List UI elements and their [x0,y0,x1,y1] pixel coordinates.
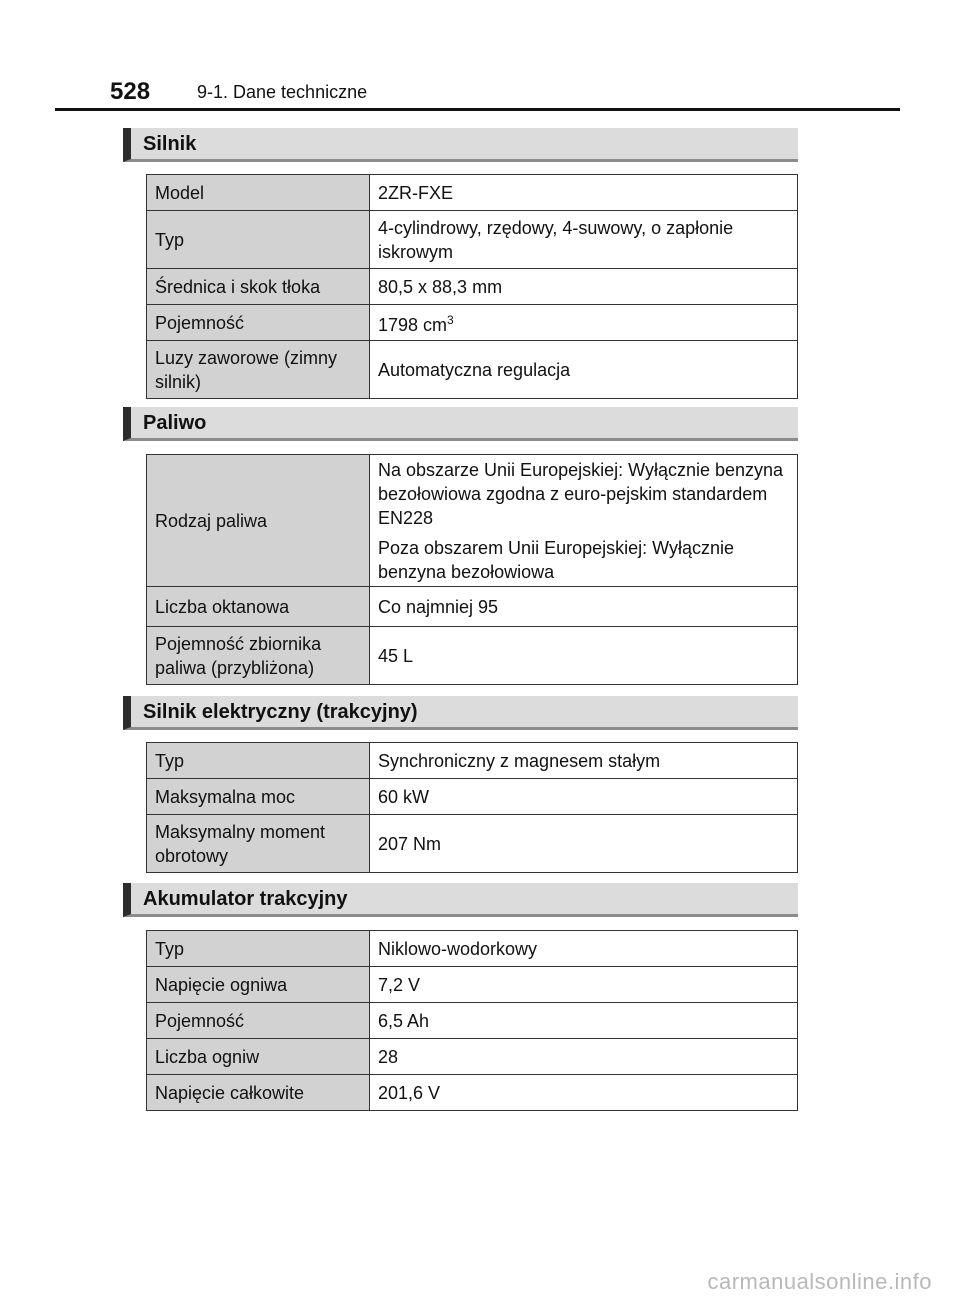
table-row [147,627,798,685]
spec-value: 28 [370,1039,798,1075]
spec-value: 7,2 V [370,967,798,1003]
spec-value: 207 Nm [370,815,798,873]
header-rule [55,108,900,111]
table-row [147,305,798,341]
fuel-eu-text: Na obszarze Unii Europejskiej: Wyłącznie benzyna bezołowiowa zgodna z euro-pejskim standardem EN228 [378,459,784,528]
spec-label: Typ [147,931,370,967]
table-row [147,175,798,211]
spec-label: Pojemność zbiornika paliwa (przybliżona) [147,627,370,685]
page-header [110,78,900,106]
spec-value: 45 L [370,627,798,685]
spec-value: 80,5 x 88,3 mm [370,269,798,305]
spec-label: Liczba ogniw [147,1039,370,1075]
section-header-akumulator [123,883,798,917]
watermark: carmanualsonline.info [707,1269,932,1294]
section-title: Silnik [143,133,197,155]
spec-value [370,455,798,587]
spec-value: 4-cylindrowy, rzędowy, 4-suwowy, o zapłonie iskrowym [370,211,798,269]
table-row [147,931,798,967]
spec-label: Napięcie całkowite [147,1075,370,1111]
spec-table-akumulator [146,930,798,1111]
spec-value: 2ZR-FXE [370,175,798,211]
fuel-non-eu-text: Poza obszarem Unii Europejskiej: Wyłącznie benzyna bezołowiowa [378,537,734,582]
spec-value: 201,6 V [370,1075,798,1111]
spec-value: 60 kW [370,779,798,815]
spec-value: Niklowo-wodorkowy [370,931,798,967]
table-row [147,211,798,269]
table-row [147,1039,798,1075]
table-row [147,743,798,779]
table-row [147,269,798,305]
spec-label: Maksymalna moc [147,779,370,815]
section-title: Akumulator trakcyjny [143,888,348,910]
spec-label: Napięcie ogniwa [147,967,370,1003]
table-row [147,815,798,873]
table-row [147,967,798,1003]
table-row [147,455,798,587]
spec-value: Synchroniczny z magnesem stałym [370,743,798,779]
spec-value [370,305,798,341]
section-header-silnik [123,128,798,162]
spec-label: Pojemność [147,1003,370,1039]
spec-label: Pojemność [147,305,370,341]
spec-value: Automatyczna regulacja [370,341,798,399]
spec-label: Maksymalny moment obrotowy [147,815,370,873]
spec-label: Średnica i skok tłoka [147,269,370,305]
displacement-value: 1798 cm [378,315,448,335]
spec-value: Co najmniej 95 [370,587,798,627]
spec-value: 6,5 Ah [370,1003,798,1039]
section-header-silnik-elektryczny [123,696,798,730]
spec-label: Model [147,175,370,211]
spec-label: Typ [147,211,370,269]
chapter-title: 9-1. Dane techniczne [197,82,368,102]
spec-table-silnik-elektryczny [146,742,798,873]
section-header-paliwo [123,407,798,441]
spec-label: Typ [147,743,370,779]
spec-table-paliwo [146,454,798,685]
table-row [147,1003,798,1039]
superscript: 3 [447,313,454,327]
page-number: 528 [110,78,151,105]
spec-label: Liczba oktanowa [147,587,370,627]
spec-label: Luzy zaworowe (zimny silnik) [147,341,370,399]
spec-table-silnik [146,174,798,399]
table-row [147,587,798,627]
spec-label: Rodzaj paliwa [147,455,370,587]
section-title: Silnik elektryczny (trakcyjny) [143,701,418,723]
table-row [147,779,798,815]
table-row [147,341,798,399]
table-row [147,1075,798,1111]
section-title: Paliwo [143,412,207,434]
